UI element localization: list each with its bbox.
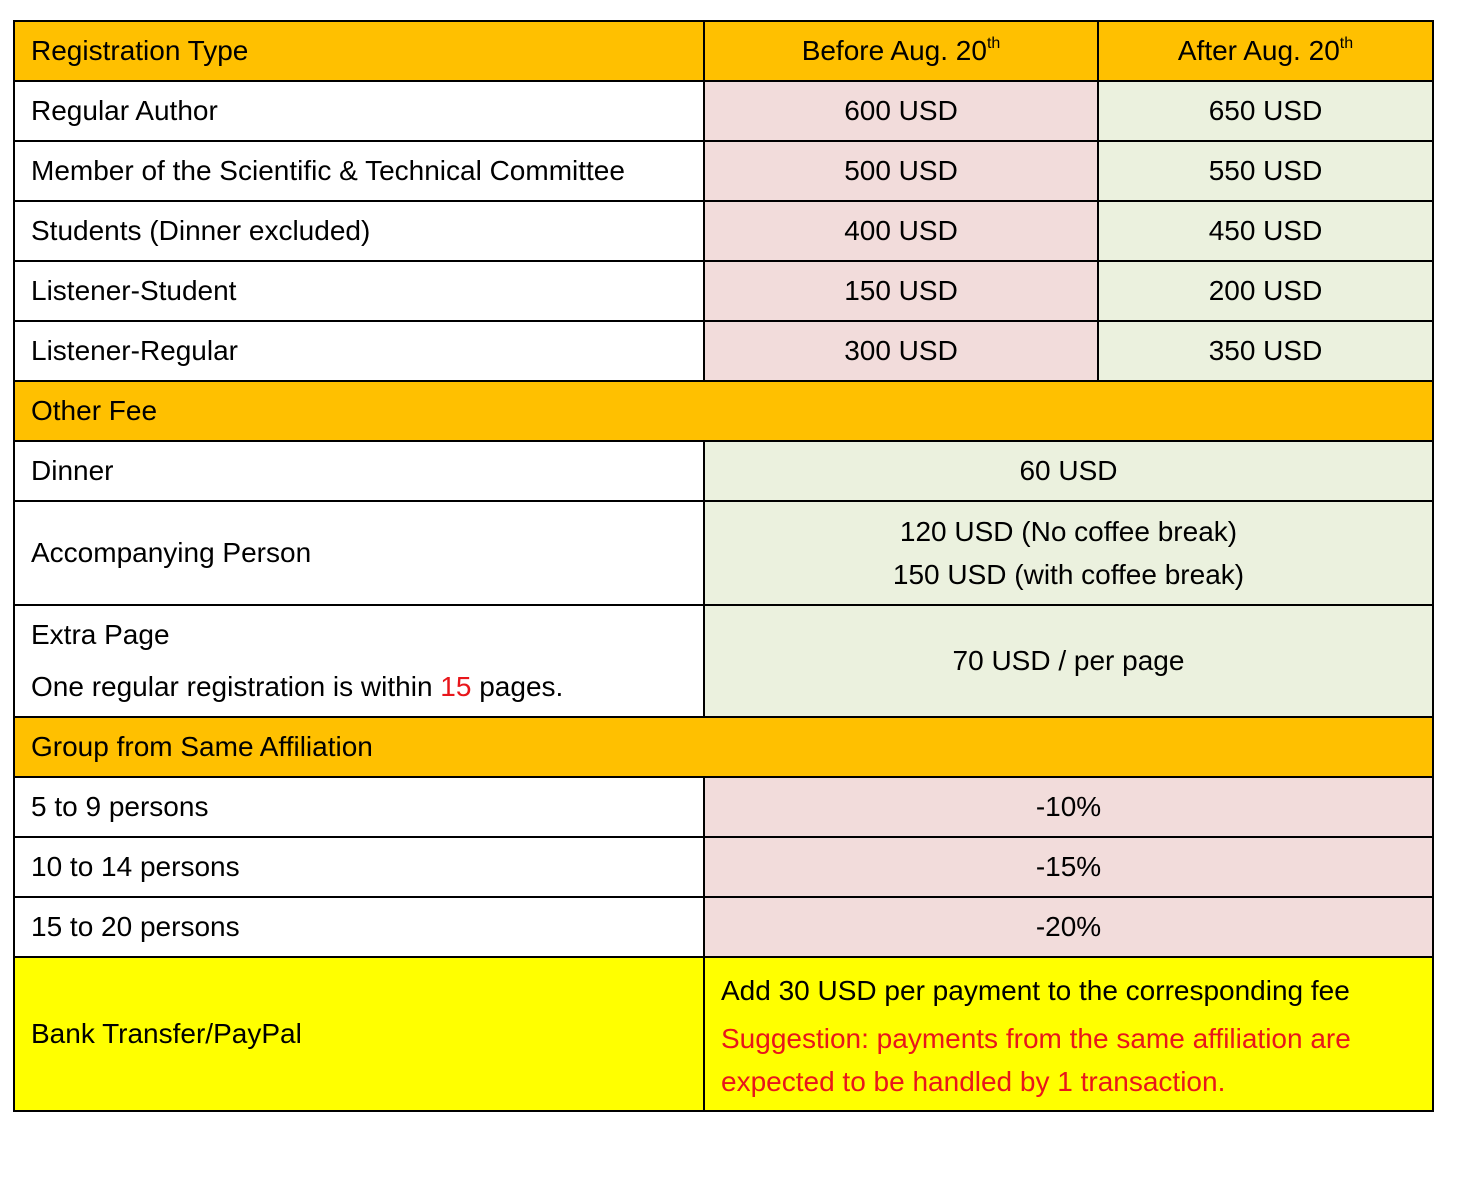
header-after-date: After Aug. 20th <box>1098 21 1433 81</box>
before-price-cell: 150 USD <box>704 261 1098 321</box>
registration-type-cell: Students (Dinner excluded) <box>14 201 704 261</box>
other-fee-title: Other Fee <box>14 381 1433 441</box>
extra-page-label: Extra Page <box>31 619 170 650</box>
extra-page-cell <box>14 605 704 717</box>
table-row <box>14 441 1433 501</box>
table-row <box>14 777 1433 837</box>
table-row <box>14 81 1433 141</box>
accompanying-price-line: 120 USD (No coffee break) <box>899 516 1238 547</box>
table-row <box>14 837 1433 897</box>
registration-type-cell: Listener-Regular <box>14 321 704 381</box>
dinner-price: 60 USD <box>704 441 1433 501</box>
dinner-label: Dinner <box>14 441 704 501</box>
table-row <box>14 201 1433 261</box>
before-price-cell: 500 USD <box>704 141 1098 201</box>
group-title: Group from Same Affiliation <box>14 717 1433 777</box>
registration-type-cell: Listener-Student <box>14 261 704 321</box>
header-registration-type: Registration Type <box>14 21 704 81</box>
registration-type-cell: Member of the Scientific & Technical Committee <box>14 141 704 201</box>
suggestion-line: expected to be handled by 1 transaction. <box>721 1066 1226 1097</box>
group-discount: -20% <box>704 897 1433 957</box>
table-row <box>14 501 1433 605</box>
after-price-cell: 550 USD <box>1098 141 1433 201</box>
before-price-cell: 400 USD <box>704 201 1098 261</box>
table-row <box>14 321 1433 381</box>
after-price-cell: 200 USD <box>1098 261 1433 321</box>
after-price-cell: 350 USD <box>1098 321 1433 381</box>
table-row <box>14 141 1433 201</box>
group-discount: -15% <box>704 837 1433 897</box>
before-price-cell: 300 USD <box>704 321 1098 381</box>
extra-page-note: One regular registration is within 15 pages. <box>31 671 564 702</box>
registration-type-cell: Regular Author <box>14 81 704 141</box>
table-row <box>14 957 1433 1111</box>
bank-fee-note: Add 30 USD per payment to the corresponding fee <box>721 975 1350 1006</box>
after-price-cell: 450 USD <box>1098 201 1433 261</box>
extra-page-price: 70 USD / per page <box>704 605 1433 717</box>
group-size-label: 10 to 14 persons <box>14 837 704 897</box>
table-row <box>14 897 1433 957</box>
group-section-header <box>14 717 1433 777</box>
registration-fee-table <box>13 20 1434 1112</box>
group-discount: -10% <box>704 777 1433 837</box>
accompanying-person-price <box>704 501 1433 605</box>
after-price-cell: 650 USD <box>1098 81 1433 141</box>
table-row <box>14 261 1433 321</box>
bank-transfer-label: Bank Transfer/PayPal <box>14 957 704 1111</box>
page-limit-number: 15 <box>440 671 472 702</box>
table-row <box>14 605 1433 717</box>
before-price-cell: 600 USD <box>704 81 1098 141</box>
group-size-label: 5 to 9 persons <box>14 777 704 837</box>
suggestion-line: Suggestion: payments from the same affiliation are <box>721 1023 1351 1054</box>
bank-transfer-info <box>704 957 1433 1111</box>
other-fee-section-header <box>14 381 1433 441</box>
accompanying-price-line: 150 USD (with coffee break) <box>892 559 1245 590</box>
table-header-row <box>14 21 1433 81</box>
group-size-label: 15 to 20 persons <box>14 897 704 957</box>
accompanying-person-label: Accompanying Person <box>14 501 704 605</box>
header-before-date: Before Aug. 20th <box>704 21 1098 81</box>
